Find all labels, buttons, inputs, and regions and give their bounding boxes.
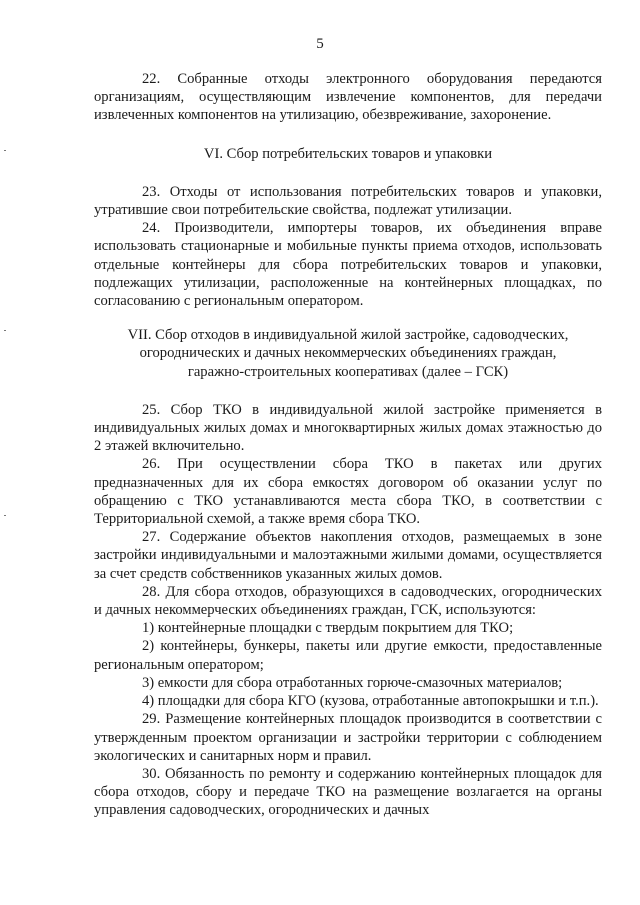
paragraph-30: 30. Обязанность по ремонту и содержанию контейнерных площадок для сбора отходов, сбору и передаче ТКО на размещение возлагается на органы управления садоводческих, огороднических и дачных <box>94 765 602 819</box>
section-heading-vi: VI. Сбор потребительских товаров и упаковки <box>203 145 493 162</box>
scan-margin-mark <box>4 330 6 331</box>
list-item: 2) контейнеры, бункеры, пакеты или другие емкости, предоставленные региональным оператором; <box>94 638 602 673</box>
paragraph-28: 28. Для сбора отходов, образующихся в садоводческих, огороднических и дачных некоммерческих объединениях граждан, ГСК, используются: <box>94 583 602 619</box>
page-number: 5 <box>316 36 324 52</box>
scan-margin-mark <box>4 150 6 151</box>
paragraph-22: 22. Собранные отходы электронного оборудования передаются организациям, осуществляющим извлечение компонентов, для передачи извлеченных компонентов на утилизацию, обезвреживание, захоронение. <box>94 71 602 124</box>
section-heading-vii <box>94 326 602 381</box>
section-heading-vii-line: гаражно-строительных кооперативах (далее – ГСК) <box>187 363 509 380</box>
paragraph-23: 23. Отходы от использования потребительских товаров и упаковки, утратившие свои потребительские свойства, подлежат утилизации. <box>94 183 602 219</box>
paragraph-24: 24. Производители, импортеры товаров, их объединения вправе использовать стационарные и мобильные пункты приема отходов, использовать отдельные контейнеры для сбора потребительских товаров и упаковки, подлежащих утилизации, расположенные на контейнерных площадках, по согласованию с региональным оператором. <box>94 220 602 310</box>
section-heading-vii-line: VII. Сбор отходов в индивидуальной жилой застройке, садоводческих, <box>127 327 569 344</box>
scan-margin-mark <box>4 515 6 516</box>
paragraph-27: 27. Содержание объектов накопления отходов, размещаемых в зоне застройки индивидуальными и малоэтажными жилыми домами, осуществляется за счет средств собственников указанных жилых домов. <box>94 529 602 582</box>
section-heading-vii-line: огороднических и дачных некоммерческих объединениях граждан, <box>139 345 557 362</box>
document-body <box>94 70 602 820</box>
paragraph-25: 25. Сбор ТКО в индивидуальной жилой застройке применяется в индивидуальных жилых домах и многоквартирных жилых домах этажностью до 2 этажей включительно. <box>94 401 602 455</box>
list-item: 4) площадки для сбора КГО (кузова, отработанные автопокрышки и т.п.). <box>142 693 599 710</box>
list-item: 3) емкости для сбора отработанных горюче-смазочных материалов; <box>142 674 563 691</box>
list-item: 1) контейнерные площадки с твердым покрытием для ТКО; <box>142 620 514 637</box>
paragraph-29: 29. Размещение контейнерных площадок производится в соответствии с утвержденным проектом организации и застройки территории с соблюдением экологических и санитарных норм и правил. <box>94 711 602 764</box>
paragraph-26: 26. При осуществлении сбора ТКО в пакетах или других предназначенных для их сбора емкостях договором об оказании услуг по обращению с ТКО устанавливаются места сбора ТКО, в соответствии с Территориальной схемой, а также время сбора ТКО. <box>94 456 602 528</box>
